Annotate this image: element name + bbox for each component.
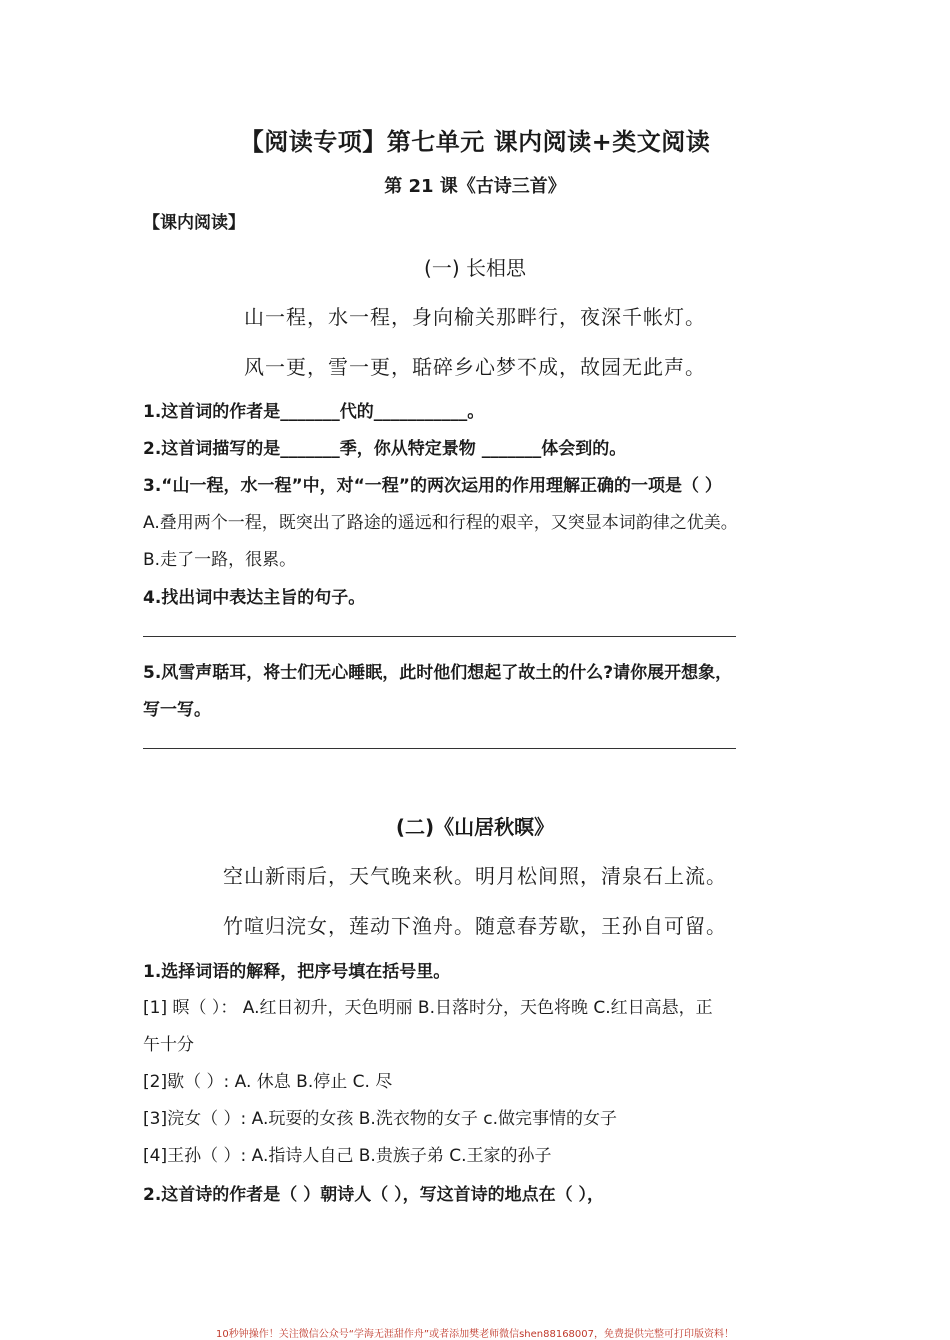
footer-note: 10秒钟操作！关注微信公众号“学海无涯甜作舟”或者添加樊老师微信shen88168007，免费提供完整可打印版资料！	[215, 1329, 735, 1340]
poem2-line-1: 空山新雨后，天气晚来秋。明月松间照，清泉石上流。	[223, 864, 727, 888]
question-1-5-line-2: 写一写。	[143, 700, 211, 720]
answer-line-q4	[143, 636, 736, 637]
page-title: 【阅读专项】第七单元 课内阅读+类文阅读	[239, 128, 711, 156]
answer-line-q5	[143, 748, 736, 749]
lesson-subtitle: 第 21 课《古诗三首》	[384, 176, 566, 197]
question-1-2: 2.这首词描写的是_______季，你从特定景物 _______体会到的。	[143, 439, 627, 459]
word-item-2: [2]歇（ ）: A. 休息 B.停止 C. 尽	[143, 1072, 393, 1092]
poem1-line-2: 风一更，雪一更，聒碎乡心梦不成，故园无此声。	[244, 355, 706, 379]
question-1-5-line-1: 5.风雪声聒耳，将士们无心睡眠，此时他们想起了故土的什么?请你展开想象，	[143, 663, 733, 683]
section-label: 【课内阅读】	[143, 213, 245, 233]
word-item-4: [4]王孙（ ）: A.指诗人自己 B.贵族子弟 C.王家的孙子	[143, 1146, 552, 1166]
poem1-title: (一) 长相思	[424, 256, 526, 280]
question-1-4: 4.找出词中表达主旨的句子。	[143, 588, 366, 608]
poem1-line-1: 山一程，水一程，身向榆关那畔行，夜深千帐灯。	[244, 305, 706, 329]
word-item-3: [3]浣女（ ）: A.玩耍的女孩 B.洗衣物的女子 c.做完事情的女子	[143, 1109, 617, 1129]
question-1-3: 3.“山一程，水一程”中，对“一程”的两次运用的作用理解正确的一项是（ ）	[143, 476, 722, 496]
question-1-3-option-a: A.叠用两个一程，既突出了路途的遥远和行程的艰辛，又突显本词韵律之优美。	[143, 513, 738, 533]
question-2-2: 2.这首诗的作者是（ ）朝诗人（ ），写这首诗的地点在（ ），	[143, 1185, 605, 1205]
question-1-1: 1.这首词的作者是_______代的___________。	[143, 402, 485, 422]
word-item-1-line-2: 午十分	[143, 1035, 194, 1055]
poem2-title: (二)《山居秋暝》	[395, 815, 555, 839]
poem2-line-2: 竹喧归浣女，莲动下渔舟。随意春芳歇，王孙自可留。	[223, 914, 727, 938]
word-item-1-line-1: [1] 暝（ ）： A.红日初升，天色明丽 B.日落时分，天色将晚 C.红日高悬，正	[143, 998, 713, 1018]
question-2-1: 1.选择词语的解释，把序号填在括号里。	[143, 962, 451, 982]
question-1-3-option-b: B.走了一路，很累。	[143, 550, 297, 570]
